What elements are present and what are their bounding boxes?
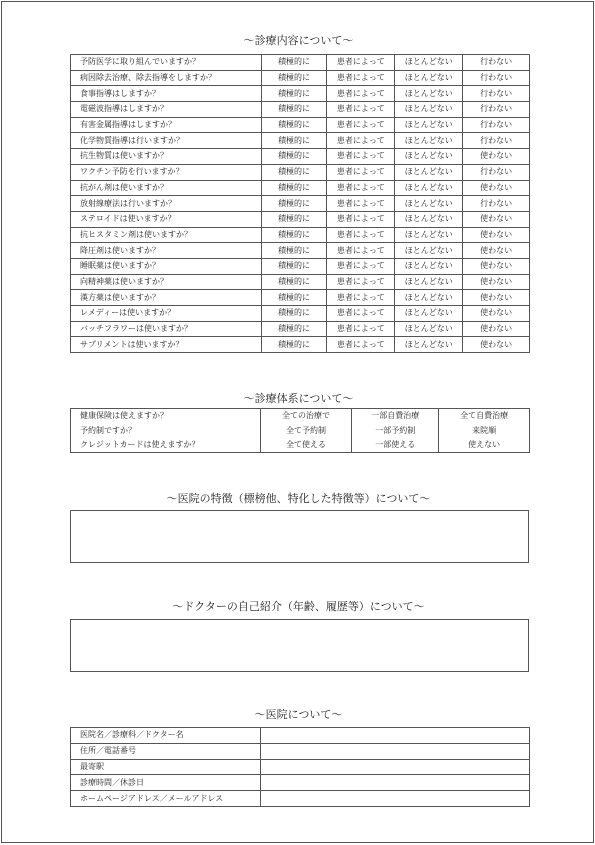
answer-option: 患者によって: [327, 55, 395, 71]
answer-option: 行わない: [463, 196, 530, 212]
answer-option: ほとんどない: [395, 306, 463, 322]
answer-option: ほとんどない: [395, 337, 463, 353]
answer-option: ほとんどない: [395, 70, 463, 86]
answer-option: 使わない: [463, 149, 530, 165]
answer-option: 患者によって: [327, 164, 395, 180]
answer-option: 積極的に: [261, 211, 327, 227]
answer-option: 全ての治療で: [260, 409, 352, 424]
question-cell: 健康保険は使えますか？: [71, 409, 261, 424]
answer-option: 一部予約制: [375, 425, 416, 435]
answer-option: 使わない: [463, 243, 530, 259]
answer-option: ほとんどない: [395, 117, 463, 133]
table-row: [71, 306, 530, 322]
answer-option: 使えない: [439, 438, 530, 453]
answer-option: 使わない: [463, 227, 530, 243]
answer-option: ほとんどない: [395, 274, 463, 290]
field-value[interactable]: [260, 791, 529, 807]
answer-option: 使わない: [463, 274, 530, 290]
answer-option: ほとんどない: [395, 164, 463, 180]
answer-option: 積極的に: [261, 227, 327, 243]
answer-option: 積極的に: [261, 149, 327, 165]
answer-option: 積極的に: [261, 306, 327, 322]
answer-option: 積極的に: [261, 321, 327, 337]
answer-option: ほとんどない: [395, 290, 463, 306]
table-row: [71, 258, 530, 274]
table-row: [71, 728, 530, 744]
answer-option: 全て自費治療: [439, 409, 530, 424]
answer-option: 積極的に: [261, 337, 327, 353]
answer-option: 積極的に: [261, 196, 327, 212]
field-value[interactable]: [260, 775, 529, 791]
answer-option: 積極的に: [261, 258, 327, 274]
answer-option: 患者によって: [327, 243, 395, 259]
answer-option: 積極的に: [261, 117, 327, 133]
system-table: [70, 408, 530, 453]
question-cell: 抗ヒスタミン剤は使いますか？: [71, 227, 262, 243]
answer-option: 一部使える: [352, 438, 439, 453]
answer-option: ほとんどない: [395, 258, 463, 274]
table-row: [71, 211, 530, 227]
field-value[interactable]: [260, 728, 529, 744]
table-row: [71, 321, 530, 337]
question-cell: 抗がん剤は使いますか？: [71, 180, 262, 196]
answer-option: 積極的に: [261, 274, 327, 290]
answer-option: 使わない: [463, 258, 530, 274]
question-cell: バッチフラワーは使いますか？: [71, 321, 262, 337]
table-row: [71, 196, 530, 212]
question-cell: 降圧剤は使いますか？: [71, 243, 262, 259]
table-row: [71, 117, 530, 133]
table-row: [71, 55, 530, 71]
answer-option: ほとんどない: [395, 55, 463, 71]
answer-option: 使わない: [463, 290, 530, 306]
answer-option: ほとんどない: [395, 180, 463, 196]
answer-option: 使わない: [463, 211, 530, 227]
table-row: [71, 290, 530, 306]
answer-option: 来院順: [439, 423, 530, 437]
table-row: [71, 102, 530, 118]
answer-option: 患者によって: [327, 117, 395, 133]
answer-option: 患者によって: [327, 149, 395, 165]
answer-option: 使わない: [463, 306, 530, 322]
table-row: [71, 423, 530, 437]
answer-option: 積極的に: [261, 243, 327, 259]
table-row: [71, 164, 530, 180]
answer-option: ほとんどない: [395, 133, 463, 149]
answer-option: 患者によって: [327, 274, 395, 290]
answer-option: 患者によって: [327, 196, 395, 212]
answer-option: 患者によって: [327, 133, 395, 149]
question-cell: 電磁波指導はしますか？: [71, 102, 262, 118]
answer-option: 行わない: [463, 86, 530, 102]
hospital-section-title: ～医院について～: [254, 708, 343, 721]
medical-table: [70, 54, 530, 353]
answer-option: 患者によって: [327, 290, 395, 306]
answer-option: 積極的に: [261, 164, 327, 180]
table-row: [71, 775, 530, 791]
document-page: [1, 1, 594, 843]
table-row: [71, 438, 530, 453]
answer-option: 患者によって: [327, 180, 395, 196]
answer-option: 患者によって: [327, 321, 395, 337]
answer-option: 一部自費治療: [352, 409, 439, 424]
field-label: 最寄駅: [71, 759, 261, 775]
field-label: ホームページアドレス／メールアドレス: [71, 791, 261, 807]
answer-option: 積極的に: [261, 180, 327, 196]
features-box: [70, 510, 529, 563]
table-row: [71, 337, 530, 353]
field-label: 医院名／診療科／ドクター名: [71, 728, 261, 744]
answer-option: 行わない: [463, 70, 530, 86]
answer-option: ほとんどない: [395, 86, 463, 102]
table-row: [71, 180, 530, 196]
question-cell: ステロイドは使いますか？: [71, 211, 262, 227]
features-section-title: ～医院の特徴（標榜他、特化した特徴等）について～: [166, 492, 431, 505]
answer-option: 行わない: [463, 164, 530, 180]
field-value[interactable]: [260, 759, 529, 775]
answer-option: ほとんどない: [395, 196, 463, 212]
answer-option: 行わない: [463, 117, 530, 133]
table-row: [71, 274, 530, 290]
answer-option: 患者によって: [327, 102, 395, 118]
table-row: [71, 133, 530, 149]
answer-option: 患者によって: [327, 86, 395, 102]
answer-option: ほとんどない: [395, 211, 463, 227]
answer-option: 患者によって: [327, 337, 395, 353]
answer-option: 積極的に: [261, 55, 327, 71]
answer-option: 行わない: [463, 133, 530, 149]
question-cell: 食事指導はしますか？: [71, 86, 262, 102]
answer-option: 積極的に: [261, 290, 327, 306]
answer-option: 行わない: [463, 55, 530, 71]
doctor-section-title: ～ドクターの自己紹介（年齢、履歴等）について～: [172, 600, 425, 613]
medical-section-title: ～診療内容について～: [243, 34, 354, 47]
table-row: [71, 227, 530, 243]
answer-option: 全て予約制: [260, 423, 352, 437]
answer-option: 患者によって: [327, 258, 395, 274]
answer-option: ほとんどない: [395, 102, 463, 118]
question-cell: 病因除去治療、除去指導をしますか？: [71, 70, 262, 86]
answer-option: 積極的に: [261, 70, 327, 86]
question-cell: 放射線療法は行いますか？: [71, 196, 262, 212]
question-cell: ワクチン予防を行いますか？: [71, 164, 262, 180]
field-label: 診療時間／休診日: [71, 775, 261, 791]
question-cell: 有害金属指導はしますか？: [71, 117, 262, 133]
answer-option: 患者によって: [327, 227, 395, 243]
answer-option: 行わない: [463, 102, 530, 118]
answer-option: 積極的に: [261, 86, 327, 102]
answer-option: 使わない: [463, 321, 530, 337]
answer-option: 患者によって: [327, 306, 395, 322]
answer-option: 全て使える: [260, 438, 352, 453]
field-value[interactable]: [260, 743, 529, 759]
question-cell: 睡眠薬は使いますか？: [71, 258, 262, 274]
answer-option: 使わない: [463, 337, 530, 353]
answer-option: 積極的に: [261, 133, 327, 149]
doctor-box: [70, 619, 529, 672]
hospital-table: [70, 727, 530, 807]
answer-option: ほとんどない: [395, 321, 463, 337]
answer-option: ほとんどない: [395, 149, 463, 165]
table-row: [71, 86, 530, 102]
table-row: [71, 243, 530, 259]
question-cell: 化学物質指導は行いますか？: [71, 133, 262, 149]
answer-option: 使わない: [463, 180, 530, 196]
answer-option: 積極的に: [261, 102, 327, 118]
table-row: [71, 759, 530, 775]
answer-option: 患者によって: [327, 211, 395, 227]
question-cell: レメディーは使いますか？: [71, 306, 262, 322]
question-cell: クレジットカードは使えますか？: [71, 438, 261, 453]
answer-option: ほとんどない: [395, 243, 463, 259]
answer-option: ほとんどない: [395, 227, 463, 243]
table-row: [71, 743, 530, 759]
field-label: 住所／電話番号: [71, 743, 261, 759]
answer-option: 患者によって: [327, 70, 395, 86]
table-row: [71, 791, 530, 807]
question-cell: 漢方薬は使いますか？: [71, 290, 262, 306]
table-row: [71, 149, 530, 165]
question-cell: 予約制ですか？: [71, 423, 261, 437]
table-row: [71, 70, 530, 86]
table-row: [71, 409, 530, 424]
question-cell: 抗生物質は使いますか？: [71, 149, 262, 165]
question-cell: 予防医学に取り組んでいますか？: [71, 55, 262, 71]
question-cell: 向精神薬は使いますか？: [71, 274, 262, 290]
system-section-title: ～診療体系について～: [243, 392, 354, 405]
question-cell: サプリメントは使いますか？: [71, 337, 262, 353]
